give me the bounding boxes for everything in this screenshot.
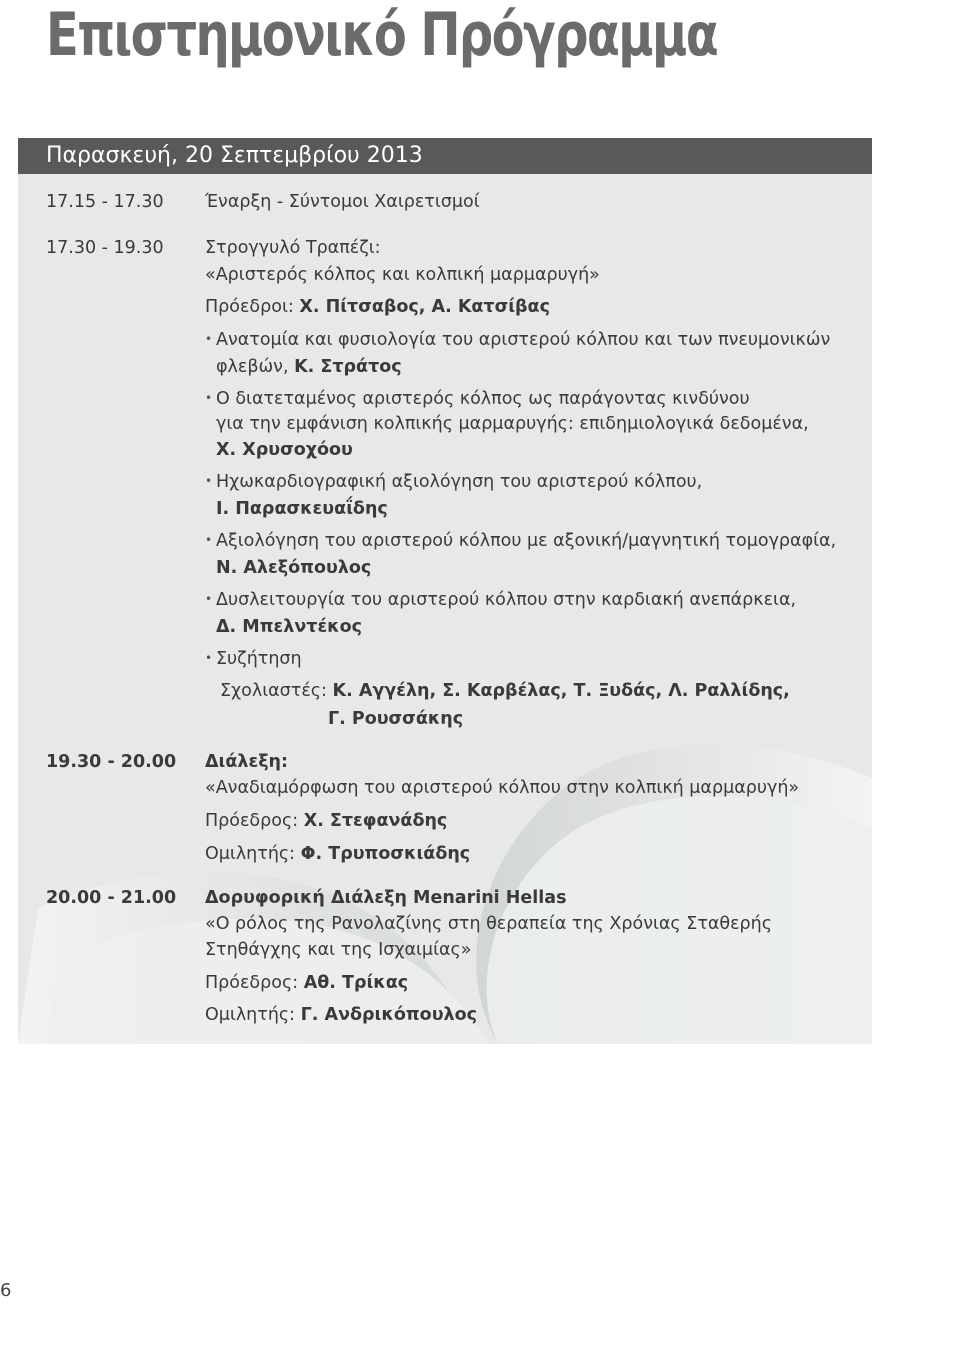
talk-title: • Ο διατεταμένος αριστερός κόλπος ως παράγοντας κινδύνου <box>216 389 750 409</box>
commentators-names: Κ. Αγγέλη, Σ. Καρβέλας, Τ. Ξυδάς, Λ. Ραλλίδης, <box>332 681 790 701</box>
program-panel <box>18 138 872 1044</box>
speaker-line <box>205 1005 477 1025</box>
speaker-label: Ομιλητής: <box>205 1005 296 1025</box>
session-type: Στρογγυλό Τραπέζι: <box>205 238 381 258</box>
chair-label: Πρόεδρος: <box>205 811 299 831</box>
commentators-line <box>220 681 790 701</box>
chair-name: Χ. Στεφανάδης <box>303 811 448 831</box>
speaker-line <box>205 844 470 864</box>
chair-name: Αθ. Τρίκας <box>303 973 409 993</box>
day-header: Παρασκευή, 20 Σεπτεμβρίου 2013 <box>18 138 872 174</box>
session-time: 20.00 - 21.00 <box>46 888 177 908</box>
speaker-name: Γ. Ανδρικόπουλος <box>300 1005 477 1025</box>
talk-line <box>216 357 402 377</box>
discussion: • Συζήτηση <box>216 649 302 669</box>
session-title: «Αριστερός κόλπος και κολπική μαρμαρυγή» <box>205 265 600 285</box>
talk-title: • Ηχωκαρδιογραφική αξιολόγηση του αριστερού κόλπου, <box>216 472 702 492</box>
session-title: Έναρξη - Σύντομοι Χαιρετισμοί <box>205 192 480 212</box>
chair-label: Πρόεδρος: <box>205 973 299 993</box>
chairs-label: Πρόεδροι: <box>205 297 294 317</box>
chairs-names: Χ. Πίτσαβος, Α. Κατσίβας <box>299 297 550 317</box>
chair-line <box>205 973 408 993</box>
talk-title: • Αξιολόγηση του αριστερού κόλπου με αξονική/μαγνητική τομογραφία, <box>216 531 836 551</box>
commentators-label: Σχολιαστές: <box>220 681 327 701</box>
session-time: 17.15 - 17.30 <box>46 192 164 212</box>
talk-title-cont: φλεβών, <box>216 357 289 377</box>
chairs-line <box>205 297 550 317</box>
commentators-names-cont: Γ. Ρουσσάκης <box>328 709 464 729</box>
talk-title: • Ανατομία και φυσιολογία του αριστερού κόλπου και των πνευμονικών <box>216 330 830 350</box>
page-number: 6 <box>0 1280 12 1301</box>
session-type: Διάλεξη: <box>205 752 288 772</box>
chair-line <box>205 811 447 831</box>
talk-speaker: Δ. Μπελντέκος <box>216 617 363 637</box>
speaker-label: Ομιλητής: <box>205 844 296 864</box>
talk-title-cont: για την εμφάνιση κολπικής μαρμαρυγής: επιδημιολογικά δεδομένα, <box>216 414 809 434</box>
talk-title: • Δυσλειτουργία του αριστερού κόλπου στην καρδιακή ανεπάρκεια, <box>216 590 796 610</box>
session-time: 19.30 - 20.00 <box>46 752 177 772</box>
page-title: Επιστημονικό Πρόγραμμα <box>46 0 718 70</box>
session-title-cont: Στηθάγχης και της Ισχαιμίας» <box>205 940 472 960</box>
session-title: «Αναδιαμόρφωση του αριστερού κόλπου στην κολπική μαρμαρυγή» <box>205 778 800 798</box>
talk-speaker: Χ. Χρυσοχόου <box>216 440 353 460</box>
session-title: «Ο ρόλος της Ρανολαζίνης στη θεραπεία της Χρόνιας Σταθερής <box>205 914 773 934</box>
talk-speaker: Ι. Παρασκευαΐδης <box>216 499 388 519</box>
talk-speaker: Ν. Αλεξόπουλος <box>216 558 372 578</box>
session-time: 17.30 - 19.30 <box>46 238 164 258</box>
session-type: Δορυφορική Διάλεξη Menarini Hellas <box>205 888 567 908</box>
talk-speaker: Κ. Στράτος <box>294 357 402 377</box>
speaker-name: Φ. Τρυποσκιάδης <box>300 844 471 864</box>
